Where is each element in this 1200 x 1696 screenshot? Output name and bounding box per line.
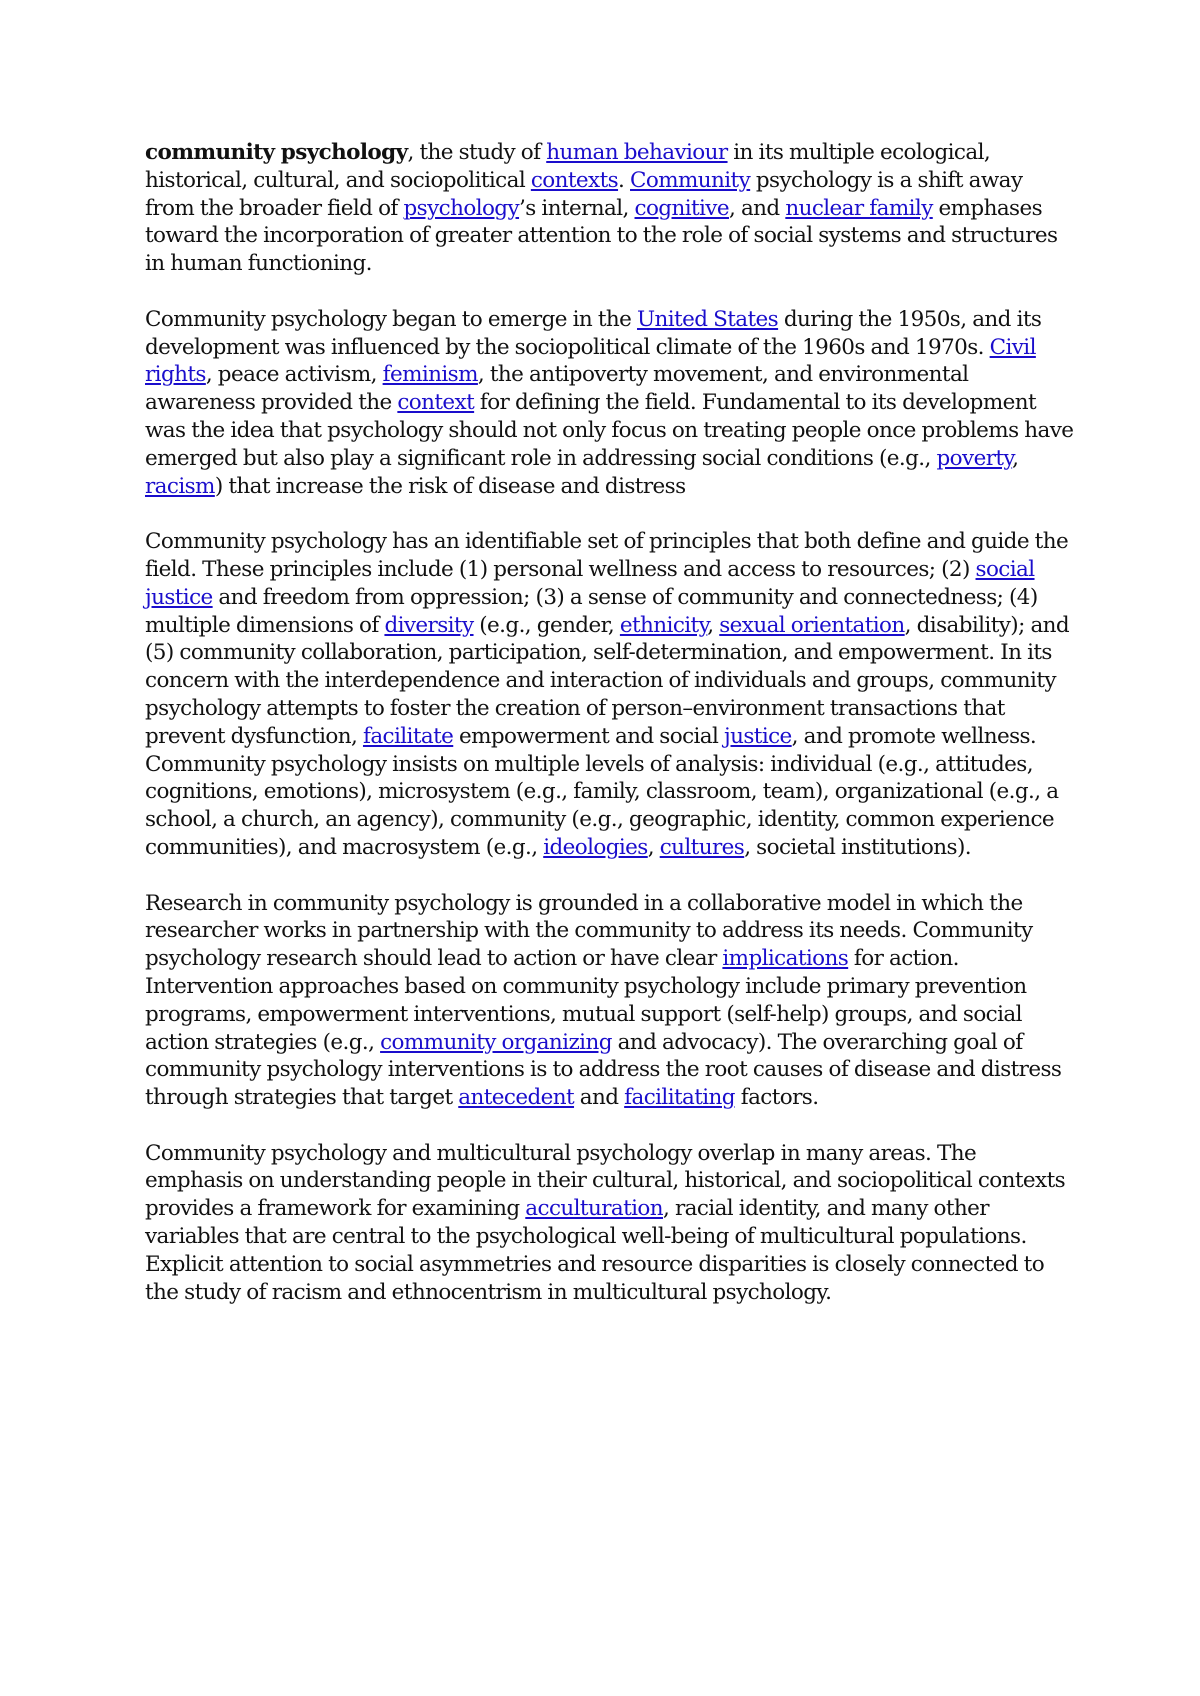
- inline-link[interactable]: psychology: [403, 195, 520, 221]
- body-text: ’s internal,: [519, 195, 635, 221]
- body-text: for action. Intervention approaches based on community psychology include primary prevention programs, empowerment interventions, mutual support (self-help) groups, and social action strategies (e.g.,: [145, 946, 1027, 1055]
- body-text: , the study of: [407, 140, 547, 165]
- inline-link[interactable]: sexual orientation: [719, 612, 905, 638]
- inline-link[interactable]: Civil rights: [145, 334, 1036, 388]
- body-text: empowerment and social: [453, 723, 725, 749]
- inline-link[interactable]: feminism: [382, 362, 478, 388]
- paragraph: [145, 890, 1075, 1112]
- inline-link[interactable]: context: [397, 390, 475, 416]
- body-text: ,: [1012, 445, 1019, 471]
- body-text: in its multiple ecological, historical, cultural, and sociopolitical: [145, 140, 991, 193]
- body-text: psychology is a shift away from the broader field of: [145, 167, 1023, 221]
- inline-link[interactable]: nuclear family: [785, 195, 933, 221]
- inline-link[interactable]: social justice: [145, 556, 1035, 610]
- body-text: , peace activism,: [205, 362, 383, 388]
- inline-link[interactable]: cognitive: [634, 195, 729, 221]
- inline-link[interactable]: facilitate: [362, 723, 454, 749]
- body-text: , racial identity, and many other variables that are central to the psychological well-being of multicultural populations. Explicit attention to social asymmetries and resource disparities is closely connected to the study of racism and ethnocentrism in multicultural psychology.: [145, 1196, 1045, 1305]
- inline-link[interactable]: ideologies: [543, 834, 648, 860]
- inline-link[interactable]: human behaviour: [546, 140, 728, 165]
- body-text: , and promote wellness. Community psychology insists on multiple levels of analysis: individual (e.g., attitudes, cognitions, emotions), microsystem (e.g., family, classroom, team), organizational (e.g., a school, a church, an agency), community (e.g., geographic, identity, common experience communities), and macrosystem (e.g.,: [145, 723, 1059, 860]
- inline-link[interactable]: implications: [722, 946, 849, 972]
- body-text: factors.: [734, 1085, 819, 1111]
- body-text: for defining the field. Fundamental to its development was the idea that psychology should not only focus on treating people once problems have emerged but also play a significant role in addressing social conditions (e.g.,: [145, 390, 1074, 471]
- body-text: and freedom from oppression; (3) a sense of community and connectedness; (4) multiple dimensions of: [145, 584, 1038, 638]
- paragraph: [145, 528, 1075, 862]
- body-text: Community psychology and multicultural psychology overlap in many areas. The emphasis on understanding people in their cultural, historical, and sociopolitical contexts provides a framework for examining: [145, 1140, 1066, 1222]
- inline-link[interactable]: United States: [637, 306, 779, 332]
- inline-link[interactable]: poverty: [936, 445, 1013, 471]
- body-text: ) that increase the risk of disease and distress: [214, 473, 686, 499]
- body-text: , the antipoverty movement, and environmental awareness provided the: [145, 362, 969, 416]
- body-text: and advocacy). The overarching goal of community psychology interventions is to address the root causes of disease and distress through strategies that target: [145, 1029, 1062, 1111]
- body-text: during the 1950s, and its development was influenced by the sociopolitical climate of the 1960s and 1970s.: [145, 306, 1042, 360]
- headword: community psychology: [145, 140, 408, 165]
- document-body: [145, 139, 1075, 1306]
- inline-link[interactable]: contexts: [530, 167, 619, 193]
- inline-link[interactable]: cultures: [659, 834, 745, 860]
- paragraph: [145, 306, 1075, 501]
- body-text: Community psychology has an identifiable set of principles that both define and guide the field. These principles include (1) personal wellness and access to resources; (2): [145, 529, 1069, 582]
- inline-link[interactable]: ethnicity: [619, 612, 708, 638]
- inline-link[interactable]: community organizing: [380, 1029, 612, 1055]
- body-text: , disability); and (5) community collaboration, participation, self-determination, and empowerment. In its concern with the interdependence and interaction of individuals and groups, community psychology attempts to foster the creation of person–environment transactions that prevent dysfunction,: [145, 612, 1070, 749]
- body-text: and: [574, 1085, 625, 1111]
- inline-link[interactable]: diversity: [384, 612, 474, 638]
- inline-link[interactable]: racism: [145, 473, 215, 499]
- inline-link[interactable]: facilitating: [624, 1085, 735, 1111]
- paragraph: [145, 139, 1075, 278]
- body-text: emphases toward the incorporation of greater attention to the role of social systems and structures in human functioning.: [145, 195, 1058, 277]
- body-text: Research in community psychology is grounded in a collaborative model in which the researcher works in partnership with the community to address its needs. Community psychology research should lead to action or have clear: [145, 890, 1033, 972]
- body-text: .: [618, 167, 631, 193]
- paragraph: [145, 1140, 1075, 1307]
- inline-link[interactable]: acculturation: [525, 1196, 663, 1222]
- inline-link[interactable]: Community: [630, 167, 751, 193]
- body-text: Community psychology began to emerge in the: [145, 306, 638, 332]
- inline-link[interactable]: antecedent: [458, 1085, 575, 1111]
- body-text: (e.g., gender,: [473, 612, 620, 638]
- body-text: ,: [707, 612, 720, 638]
- body-text: ,: [647, 834, 660, 860]
- inline-link[interactable]: justice: [724, 723, 792, 749]
- body-text: , societal institutions).: [744, 834, 971, 860]
- body-text: , and: [728, 195, 786, 221]
